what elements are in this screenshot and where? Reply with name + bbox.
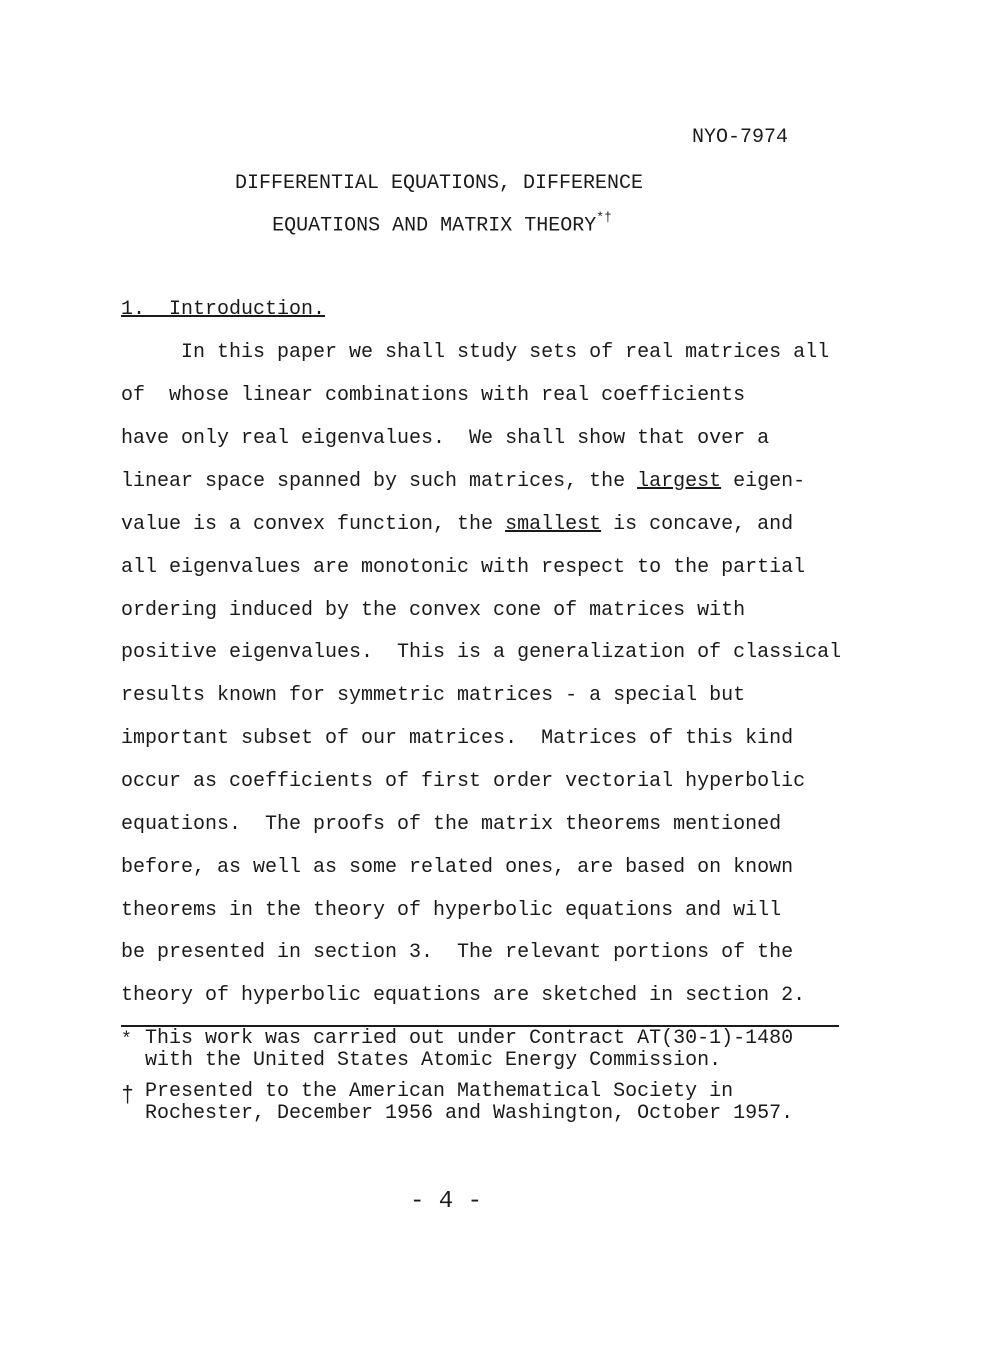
title-line-2 — [0, 212, 884, 238]
body-line-5-start: value is a convex function, the — [121, 513, 506, 536]
footnote-1-line-1: This work was carried out under Contract AT(30-1)-1480 — [145, 1027, 794, 1050]
title-footnote-marks: *† — [596, 210, 612, 225]
body-line-4 — [121, 470, 805, 494]
footnote-1-line-2: with the United States Atomic Energy Commission. — [145, 1049, 722, 1072]
body-line-10: important subset of our matrices. Matrices of this kind — [121, 727, 794, 750]
emphasis-smallest: smallest — [505, 513, 602, 536]
footnote-1-mark: * — [121, 1030, 132, 1050]
body-line-6: all eigenvalues are monotonic with respect to the partial — [121, 556, 806, 579]
document-number: NYO-7974 — [692, 126, 789, 149]
body-line-4-end: eigen- — [721, 470, 806, 493]
section-heading — [121, 298, 325, 321]
body-line-13: before, as well as some related ones, are based on known — [121, 856, 794, 879]
body-line-2: of whose linear combinations with real coefficients — [121, 384, 746, 407]
emphasis-largest: largest — [637, 470, 722, 493]
body-line-11: occur as coefficients of first order vectorial hyperbolic — [121, 770, 806, 793]
body-line-12: equations. The proofs of the matrix theorems mentioned — [121, 813, 782, 836]
section-title — [145, 298, 325, 321]
footnote-2-line-2: Rochester, December 1956 and Washington, October 1957. — [145, 1102, 794, 1125]
footnote-2-line-1: Presented to the American Mathematical Society in — [145, 1080, 734, 1103]
page-number: - 4 - — [410, 1188, 483, 1215]
body-line-9: results known for symmetric matrices - a special but — [121, 684, 746, 707]
body-line-16: theory of hyperbolic equations are sketched in section 2. — [121, 984, 806, 1007]
section-title-text: Introduction. — [169, 298, 326, 321]
section-number: 1. — [121, 298, 146, 321]
title-line-1: DIFFERENTIAL EQUATIONS, DIFFERENCE — [234, 172, 644, 195]
body-line-7: ordering induced by the convex cone of matrices with — [121, 599, 746, 622]
body-line-4-start: linear space spanned by such matrices, the — [121, 470, 638, 493]
body-line-5 — [121, 513, 793, 537]
body-line-14: theorems in the theory of hyperbolic equations and will — [121, 899, 782, 922]
body-line-3: have only real eigenvalues. We shall show that over a — [121, 427, 770, 450]
body-line-15: be presented in section 3. The relevant portions of the — [121, 941, 794, 964]
body-line-5-end: is concave, and — [601, 513, 794, 536]
body-line-8: positive eigenvalues. This is a generalization of classical — [121, 641, 842, 664]
title-line-2-text: EQUATIONS AND MATRIX THEORY — [272, 214, 597, 238]
body-line-1: In this paper we shall study sets of real matrices all — [121, 341, 830, 364]
footnote-2-mark: † — [121, 1083, 135, 1108]
